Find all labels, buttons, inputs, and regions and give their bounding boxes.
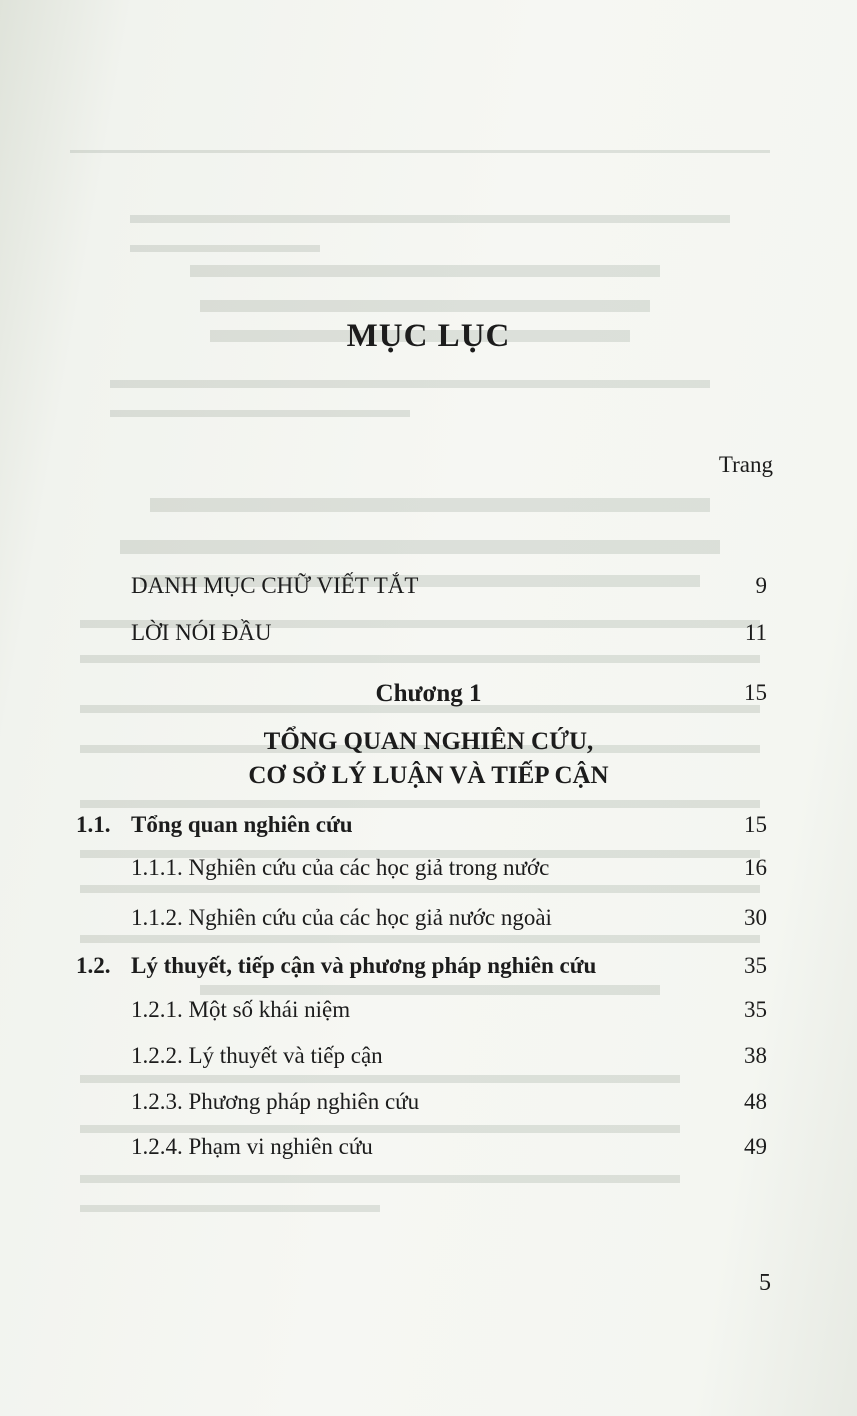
toc-page-number: 15 — [744, 812, 767, 837]
toc-page-number: 35 — [744, 997, 767, 1022]
toc-entry-subsection: 1.1.1. Nghiên cứu của các học giả trong nước — [131, 855, 550, 880]
toc-page-number: 16 — [744, 855, 767, 880]
page-number: 5 — [759, 1270, 771, 1296]
toc-page-number: 9 — [755, 573, 767, 598]
page-column-label: Trang — [718, 452, 773, 477]
toc-entry-subsection: 1.2.1. Một số khái niệm — [131, 997, 351, 1022]
chapter-label: Chương 1 — [375, 680, 482, 707]
toc-entry-subsection: 1.1.2. Nghiên cứu của các học giả nước ngoài — [131, 905, 552, 930]
toc-page-number: 35 — [744, 953, 767, 978]
toc-page-number: 15 — [744, 680, 767, 705]
toc-entry-foreword: LỜI NÓI ĐẦU — [131, 620, 272, 645]
toc-entry-section: Lý thuyết, tiếp cận và phương pháp nghiên cứu — [131, 953, 597, 978]
page-title: MỤC LỤC — [346, 318, 511, 354]
toc-page-number: 30 — [744, 905, 767, 930]
toc-entry-subsection: 1.2.2. Lý thuyết và tiếp cận — [131, 1043, 383, 1068]
toc-entry-section: Tổng quan nghiên cứu — [131, 812, 353, 837]
section-number: 1.2. — [76, 953, 111, 978]
toc-page-number: 48 — [744, 1089, 767, 1114]
section-number: 1.1. — [76, 812, 111, 837]
toc-entry-abbreviations: DANH MỤC CHỮ VIẾT TẮT — [131, 573, 419, 598]
toc-entry-subsection: 1.2.3. Phương pháp nghiên cứu — [131, 1089, 420, 1114]
chapter-title-line-1: TỔNG QUAN NGHIÊN CỨU, — [263, 728, 594, 755]
chapter-title-line-2: CƠ SỞ LÝ LUẬN VÀ TIẾP CẬN — [248, 762, 609, 789]
toc-page-number: 11 — [744, 620, 767, 645]
toc-page-number: 38 — [744, 1043, 767, 1068]
toc-entry-subsection: 1.2.4. Phạm vi nghiên cứu — [131, 1134, 373, 1159]
toc-page-number: 49 — [744, 1134, 767, 1159]
